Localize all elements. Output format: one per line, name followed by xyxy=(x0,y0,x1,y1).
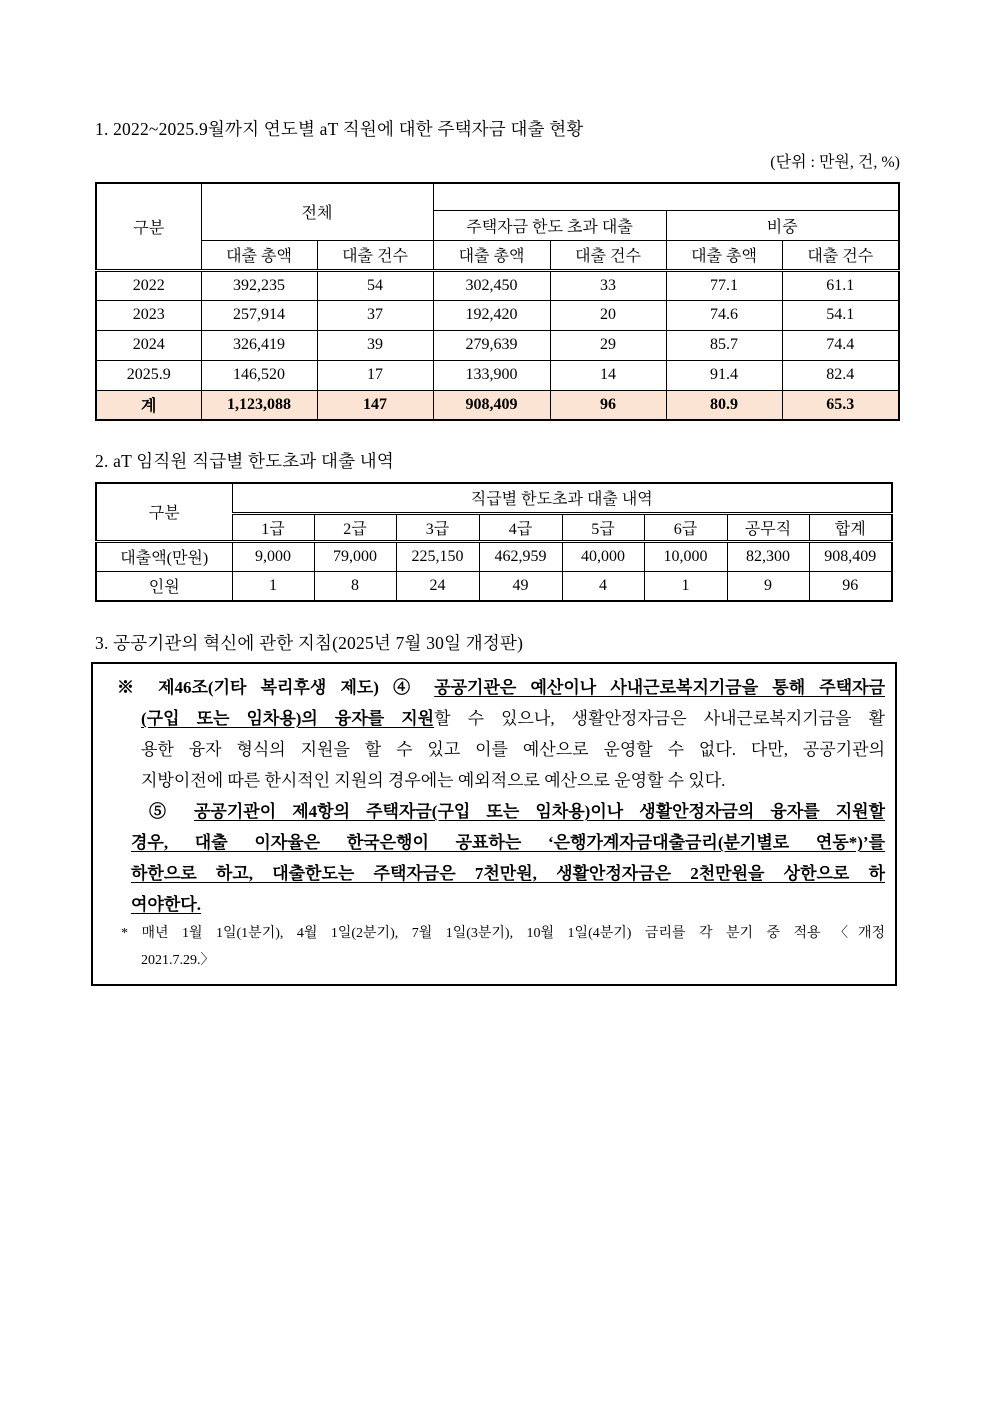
t2-header-category: 구분 xyxy=(96,483,232,541)
row-label: 2024 xyxy=(96,330,201,360)
row-label: 2023 xyxy=(96,300,201,330)
notice-text-segment: 공공기관이 제4항의 주택자금(구입 또는 임차용)이나 생활안정자금의 융자를 지원할 xyxy=(194,802,886,821)
table-cell: 85.7 xyxy=(666,330,782,360)
row-label: 대출액(만원) xyxy=(96,541,232,571)
table-cell: 49 xyxy=(479,571,562,601)
table-cell: 225,150 xyxy=(396,541,479,571)
t2-grade-header: 2급 xyxy=(314,513,396,541)
table-cell: 82,300 xyxy=(727,541,809,571)
t2-grade-header: 5급 xyxy=(562,513,644,541)
t1-header-total-group: 전체 xyxy=(201,183,433,240)
table-cell: 146,520 xyxy=(201,360,317,390)
table-row xyxy=(96,300,899,330)
table-row xyxy=(96,360,899,390)
table-cell: 40,000 xyxy=(562,541,644,571)
unit-note: (단위 : 만원, 건, %) xyxy=(770,154,900,171)
t2-grade-header: 6급 xyxy=(644,513,727,541)
table-cell: 24 xyxy=(396,571,479,601)
notice-line xyxy=(103,734,885,765)
notice-text-segment: 할 수 있으나, 생활안정자금은 사내근로복지기금을 활 xyxy=(434,709,885,728)
notice-text-segment: * 매년 1월 1일(1분기), 4월 1일(2분기), 7월 1일(3분기), 10월 1일(4분기) 금리를 각 분기 중 적용 〈개정 xyxy=(121,926,885,941)
t1-header-category: 구분 xyxy=(96,183,201,270)
regulation-notice-box xyxy=(91,662,897,986)
table-cell: 80.9 xyxy=(666,390,782,420)
section2-title: 2. aT 임직원 직급별 한도초과 대출 내역 xyxy=(95,451,394,471)
table-row xyxy=(96,541,892,571)
notice-text-segment: 경우, 대출 이자율은 한국은행이 공표하는 ‘은행가계자금대출금리(분기별로 연동*)’를 xyxy=(131,833,885,852)
t2-grade-header: 공무직 xyxy=(727,513,809,541)
table-cell: 1 xyxy=(232,571,314,601)
notice-text-segment: ⑤ xyxy=(149,802,194,821)
t1-subheader-amount: 대출 총액 xyxy=(433,240,550,270)
t1-empty-header-cell xyxy=(433,183,899,210)
table-cell: 29 xyxy=(550,330,666,360)
table-cell: 17 xyxy=(317,360,433,390)
table-cell: 462,959 xyxy=(479,541,562,571)
notice-line xyxy=(103,947,885,974)
table-cell: 33 xyxy=(550,270,666,300)
table-cell: 257,914 xyxy=(201,300,317,330)
table-cell: 326,419 xyxy=(201,330,317,360)
table-cell: 908,409 xyxy=(433,390,550,420)
section3-title: 3. 공공기관의 혁신에 관한 지침(2025년 7월 30일 개정판) xyxy=(95,633,524,653)
table-cell: 65.3 xyxy=(782,390,899,420)
table-cell: 96 xyxy=(550,390,666,420)
table-cell: 1,123,088 xyxy=(201,390,317,420)
table-cell: 96 xyxy=(809,571,892,601)
table-row xyxy=(96,270,899,300)
t2-grade-header: 1급 xyxy=(232,513,314,541)
table-cell: 54.1 xyxy=(782,300,899,330)
notice-text-segment: 지방이전에 따른 한시적인 지원의 경우에는 예외적으로 예산으로 운영할 수 있다. xyxy=(141,771,726,790)
t1-subheader-count: 대출 건수 xyxy=(550,240,666,270)
table-cell: 39 xyxy=(317,330,433,360)
table-cell: 302,450 xyxy=(433,270,550,300)
row-label: 계 xyxy=(96,390,201,420)
table-cell: 1 xyxy=(644,571,727,601)
table-cell: 10,000 xyxy=(644,541,727,571)
table-cell: 192,420 xyxy=(433,300,550,330)
table-cell: 133,900 xyxy=(433,360,550,390)
table-cell: 4 xyxy=(562,571,644,601)
table-cell: 79,000 xyxy=(314,541,396,571)
table-cell: 91.4 xyxy=(666,360,782,390)
t1-subheader-count: 대출 건수 xyxy=(317,240,433,270)
row-label: 인원 xyxy=(96,571,232,601)
table-cell: 279,639 xyxy=(433,330,550,360)
table-row xyxy=(96,571,892,601)
loan-status-table xyxy=(95,182,900,421)
notice-text-segment: (구입 또는 임차용)의 융자를 지원 xyxy=(141,709,435,728)
t1-header-exceed-group: 주택자금 한도 초과 대출 xyxy=(433,210,666,240)
t1-subheader-count: 대출 건수 xyxy=(782,240,899,270)
notice-line xyxy=(103,672,885,703)
t2-grade-header: 합계 xyxy=(809,513,892,541)
table-cell: 9 xyxy=(727,571,809,601)
table-cell: 74.4 xyxy=(782,330,899,360)
table-cell: 392,235 xyxy=(201,270,317,300)
table-cell: 908,409 xyxy=(809,541,892,571)
t1-header-ratio-group: 비중 xyxy=(666,210,899,240)
table-cell: 147 xyxy=(317,390,433,420)
t1-body xyxy=(96,270,899,420)
table-cell: 14 xyxy=(550,360,666,390)
notice-text-segment: 하한으로 하고, 대출한도는 주택자금은 7천만원, 생활안정자금은 2천만원을 상한으로 하 xyxy=(131,864,885,883)
notice-text-segment: 2021.7.29.〉 xyxy=(141,953,215,968)
row-label: 2022 xyxy=(96,270,201,300)
t1-subheader-amount: 대출 총액 xyxy=(201,240,317,270)
table-cell: 37 xyxy=(317,300,433,330)
t1-header xyxy=(96,183,899,270)
table-cell: 20 xyxy=(550,300,666,330)
table-cell: 8 xyxy=(314,571,396,601)
notice-line xyxy=(103,889,885,920)
notice-line xyxy=(103,703,885,734)
table-cell: 74.6 xyxy=(666,300,782,330)
t2-body xyxy=(96,541,892,601)
section1-title: 1. 2022~2025.9월까지 연도별 aT 직원에 대한 주택자금 대출 현황 xyxy=(95,119,584,139)
table-row xyxy=(96,390,899,420)
t2-grade-header: 3급 xyxy=(396,513,479,541)
t2-header-group: 직급별 한도초과 대출 내역 xyxy=(232,483,892,513)
table-row xyxy=(96,330,899,360)
notice-text-segment: 공공기관은 예산이나 사내근로복지기금을 통해 주택자금 xyxy=(434,678,885,697)
notice-line xyxy=(103,765,885,796)
table-cell: 9,000 xyxy=(232,541,314,571)
notice-line xyxy=(103,827,885,858)
notice-text-segment: 여야한다. xyxy=(131,895,201,914)
notice-line xyxy=(103,920,885,947)
t1-subheader-amount: 대출 총액 xyxy=(666,240,782,270)
notice-line xyxy=(103,796,885,827)
table-cell: 54 xyxy=(317,270,433,300)
notice-line xyxy=(103,858,885,889)
row-label: 2025.9 xyxy=(96,360,201,390)
table-cell: 82.4 xyxy=(782,360,899,390)
notice-text-segment: ※ 제46조(기타 복리후생 제도) ④ xyxy=(117,678,435,697)
t2-header xyxy=(96,483,892,541)
notice-text-segment: 용한 융자 형식의 지원을 할 수 있고 이를 예산으로 운영할 수 없다. 다만, 공공기관의 xyxy=(141,740,885,759)
t2-grade-header: 4급 xyxy=(479,513,562,541)
table-cell: 77.1 xyxy=(666,270,782,300)
table-cell: 61.1 xyxy=(782,270,899,300)
grade-loan-table xyxy=(95,482,893,602)
